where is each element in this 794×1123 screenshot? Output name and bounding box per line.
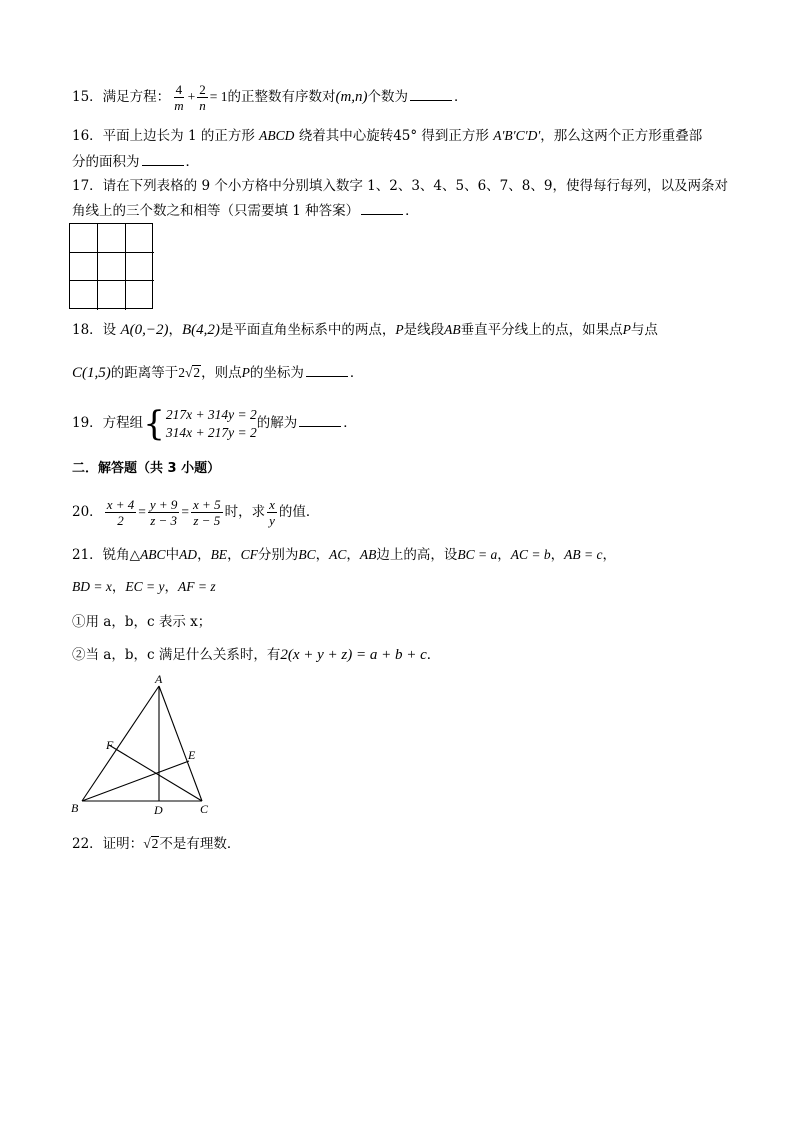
answer-blank[interactable]: [142, 153, 184, 166]
q16-square-2: A′B′C′D′: [493, 128, 541, 143]
grid-cell[interactable]: [70, 281, 98, 310]
q21-eq-a: BC = a: [457, 547, 498, 562]
q21-sub2-end: ．: [426, 647, 441, 663]
grid-cell[interactable]: [98, 253, 126, 282]
q18-point-a: A(0,−2): [120, 322, 169, 338]
q17-text: 角线上的三个数之和相等（只需要填 1 种答案）: [72, 203, 360, 219]
q18-text-g: ，则点: [201, 365, 242, 381]
question-21-line-2: BD = x，EC = y，AF = z: [72, 579, 216, 595]
q15-text: 的正整数有序数对: [227, 89, 336, 105]
question-21-line-1: 21．锐角△ABC中AD，BE，CF分别为BC，AC，AB边上的高，设BC = a，AC = b，AB = c，: [72, 547, 616, 563]
vertex-label-c: C: [200, 802, 209, 816]
q21-ad: AD: [179, 547, 198, 562]
question-16-line-2: [72, 152, 199, 172]
q21-eq-z: AF = z: [177, 579, 216, 594]
q20-fraction-3: $\frac{x + 5}{z - 5}$: [193, 497, 221, 528]
q15-text-2: 个数为: [367, 89, 409, 105]
equation-1: 217x + 314y = 2: [165, 406, 257, 422]
q21-text-a: 21．锐角△: [72, 547, 141, 563]
q18-text-c: 是线段: [403, 322, 445, 338]
q16-end: ．: [185, 154, 199, 170]
grid-cell[interactable]: [126, 224, 154, 253]
q16-text-a: 16．平面上边长为 1 的正方形: [72, 128, 260, 144]
grid-cell[interactable]: [70, 253, 98, 282]
sqrt-symbol: √: [143, 836, 151, 851]
q17-end: ．: [405, 203, 419, 219]
q18-text-f: 的距离等于: [110, 365, 179, 381]
equation-2: 314x + 217y = 2: [165, 424, 257, 440]
q20-fraction-2: $\frac{y + 9}{z - 3}$: [149, 497, 178, 528]
q16-text-b: 绕着其中心旋转45° 得到正方形: [294, 128, 494, 144]
q19-text: 的解为: [256, 415, 298, 431]
q21-eq-c: AB = c: [564, 547, 603, 562]
q18-point-p-2: P: [622, 322, 631, 337]
vertex-label-e: E: [188, 748, 196, 762]
q21-text-d: 边上的高，设: [376, 547, 458, 563]
equation-system: [166, 406, 257, 442]
brace-symbol: {: [143, 403, 165, 444]
q19-end: ．: [343, 415, 357, 431]
q18-text-e: 与点: [630, 322, 658, 338]
q18-text-b: 是平面直角坐标系中的两点，: [219, 322, 396, 338]
q21-triangle: ABC: [140, 547, 166, 562]
question-18-line-2: [72, 363, 363, 383]
q21-sub2-equation: 2(x + y + z) = a + b + c: [280, 647, 427, 663]
question-21-sub-1: ①用 a，b，c 表示 x；: [72, 614, 212, 630]
q22-text-b: 不是有理数．: [159, 836, 241, 852]
q15-fraction-1: $\frac{4}{m}$: [174, 82, 184, 113]
question-16-line-1: [72, 126, 702, 146]
q22-text-a: 22．证明：: [72, 836, 144, 852]
section-heading: 二．解答题（共 3 小题）: [72, 461, 221, 476]
q16-text-d: 分的面积为: [72, 154, 140, 170]
q18-text-h: 的坐标为: [249, 365, 304, 381]
grid-cell[interactable]: [126, 253, 154, 282]
answer-blank[interactable]: [306, 364, 348, 377]
question-15: [72, 82, 468, 113]
vertex-label-d: D: [154, 803, 163, 817]
q20-text: 时，求: [224, 504, 266, 520]
q21-sub2-text: ②当 a，b，c 满足什么关系时，有: [72, 647, 281, 663]
q18-coefficient: 2: [178, 365, 185, 380]
q18-point-c: C(1,5): [72, 365, 111, 381]
q18-segment-ab: AB: [444, 322, 461, 337]
vertex-label-f: F: [106, 738, 114, 752]
q18-point-p-3: P: [241, 365, 250, 380]
question-17-line-2: [72, 201, 419, 221]
answer-blank[interactable]: [361, 202, 403, 215]
question-20: 20． $\frac{x + 4}{2}$ = $\frac{y + 9}{z - 3}$ = $\frac{x + 5}{z - 5}$ 时，求 $\frac{x}{y}$ 的值．: [72, 497, 320, 528]
q21-bc: BC: [298, 547, 316, 562]
question-19: [72, 403, 357, 443]
q18-end: ．: [349, 365, 364, 381]
q18-text-d: 垂直平分线上的点，如果点: [460, 322, 623, 338]
q21-eq-y: EC = y: [125, 579, 165, 594]
question-22: [72, 834, 240, 854]
q21-be: BE: [210, 547, 228, 562]
q21-text-b: 中: [165, 547, 180, 563]
q18-radicand: 2: [193, 365, 201, 380]
grid-cell[interactable]: [98, 224, 126, 253]
q21-ac: AC: [329, 547, 347, 562]
grid-cell[interactable]: [70, 224, 98, 253]
grid-cell[interactable]: [126, 281, 154, 310]
q20-fraction-4: $\frac{x}{y}$: [269, 497, 275, 528]
q15-pair: (m,n): [335, 89, 368, 105]
q16-text-c: ，那么这两个正方形重叠部: [540, 128, 703, 144]
grid-cell[interactable]: [98, 281, 126, 310]
q19-number: 19．方程组: [72, 415, 144, 431]
sqrt-symbol: √: [185, 365, 193, 380]
q21-ab: AB: [359, 547, 377, 562]
magic-square-grid: [69, 223, 153, 309]
q18-point-p: P: [395, 322, 404, 337]
q22-radicand: 2: [151, 836, 159, 851]
q20-end: 的值．: [278, 504, 320, 520]
vertex-label-a: A: [155, 674, 163, 686]
q15-equals: = 1: [209, 89, 228, 104]
q21-cf: CF: [240, 547, 258, 562]
q21-eq-x: BD = x: [72, 579, 112, 594]
q15-plus: +: [187, 89, 196, 104]
q15-number: 15．满足方程：: [72, 89, 171, 105]
vertex-label-b: B: [71, 801, 79, 815]
question-21-sub-2: [72, 645, 440, 665]
question-17-line-1: 17．请在下列表格的 9 个小方格中分别填入数字 1、2、3、4、5、6、7、8、9，使得每行每列，以及两条对: [72, 178, 728, 194]
triangle-figure: [66, 674, 216, 820]
q18-separator: ，: [168, 322, 183, 338]
q16-square-1: ABCD: [259, 128, 295, 143]
q20-fraction-1: $\frac{x + 4}{2}$: [106, 497, 135, 528]
answer-blank[interactable]: [299, 414, 341, 427]
q15-end: ．: [454, 89, 468, 105]
answer-blank[interactable]: [410, 88, 452, 101]
q15-fraction-2: $\frac{2}{n}$: [199, 82, 206, 113]
question-18-line-1: [72, 320, 658, 340]
q18-point-b: B(4,2): [182, 322, 220, 338]
q21-eq-b: AC = b: [510, 547, 551, 562]
q20-number: 20．: [72, 504, 103, 520]
q18-text-a: 18．设: [72, 322, 121, 338]
q21-text-c: 分别为: [257, 547, 299, 563]
